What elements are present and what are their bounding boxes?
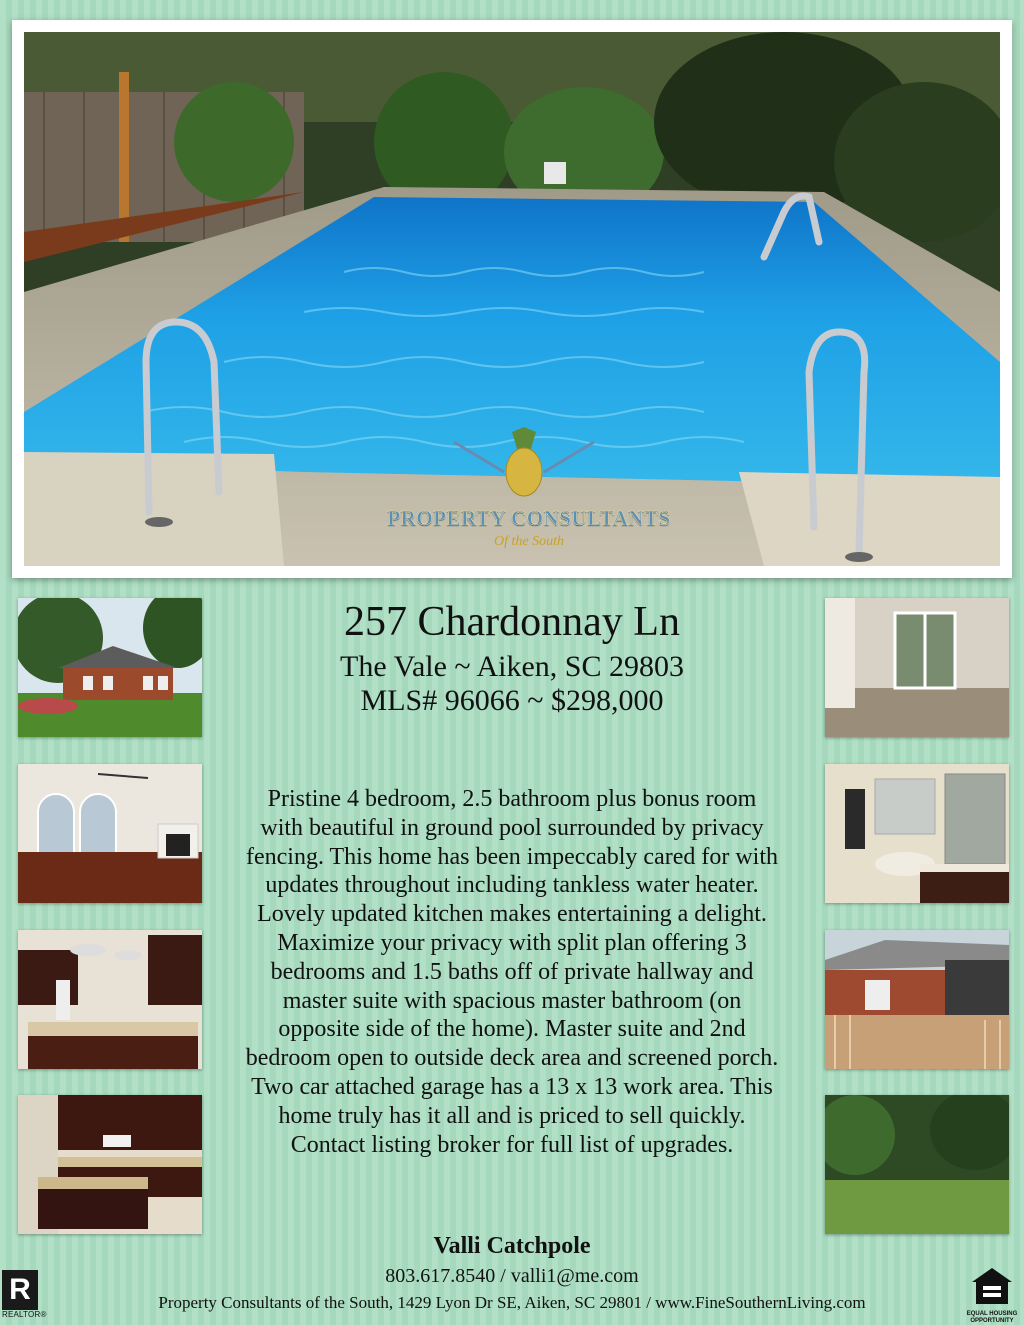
description-line: bedroom open to outside deck area and screened porch.: [245, 1045, 779, 1072]
description-line: Two car attached garage has a 13 x 13 work area. This: [251, 1073, 773, 1100]
description-line: bedrooms and 1.5 baths off of private hallway and: [270, 958, 754, 985]
deck-photo: [825, 930, 1009, 1069]
realtor-mark: R: [2, 1270, 38, 1310]
equal-housing-logo: [964, 1266, 1020, 1324]
pool-photo: [24, 32, 1000, 566]
description-line: Maximize your privacy with split plan offering 3: [277, 929, 747, 956]
exterior-front-photo: [18, 598, 202, 737]
description-line: opposite side of the home). Master suite and 2nd: [278, 1016, 746, 1043]
kitchen-photo: [18, 930, 202, 1069]
description-line: Contact listing broker for full list of upgrades.: [290, 1131, 734, 1158]
yard-photo: [825, 1095, 1009, 1234]
eho-label-2: OPPORTUNITY: [970, 1318, 1014, 1324]
equal-housing-house-icon: [970, 1266, 1014, 1306]
description-line: master suite with spacious master bathroom (on: [282, 987, 742, 1014]
eho-label-1: EQUAL HOUSING: [966, 1311, 1018, 1317]
description-line: fencing. This home has been impeccably cared for with: [245, 843, 779, 870]
listing-location: The Vale ~ Aiken, SC 29803: [340, 650, 684, 683]
brokerage-footer: Property Consultants of the South, 1429 Lyon Dr SE, Aiken, SC 29801 / www.FineSouthernLiving.com: [158, 1293, 866, 1312]
description-line: Lovely updated kitchen makes entertaining a delight.: [257, 901, 767, 928]
description-line: updates throughout including tankless water heater.: [265, 872, 759, 899]
description-line: with beautiful in ground pool surrounded by privacy: [260, 814, 764, 841]
description-line: Pristine 4 bedroom, 2.5 bathroom plus bonus room: [267, 786, 757, 812]
listing-address: 257 Chardonnay Ln: [344, 599, 680, 645]
realtor-logo: [2, 1270, 47, 1322]
hero-photo-frame: [12, 20, 1012, 578]
logo-tagline: Of the South: [494, 534, 564, 549]
kitchen-cabinets-photo: [18, 1095, 202, 1234]
property-consultants-logo: [384, 442, 674, 566]
logo-name: PROPERTY CONSULTANTS: [387, 506, 671, 530]
listing-description: [212, 785, 812, 1159]
agent-contact: 803.617.8540 / valli1@me.com: [385, 1265, 639, 1287]
description-line: home truly has it all and is priced to sell quickly.: [278, 1102, 746, 1129]
bedroom-photo: [825, 598, 1009, 737]
bathroom-photo: [825, 764, 1009, 903]
living-room-photo: [18, 764, 202, 903]
realtor-label: REALTOR®: [2, 1310, 47, 1319]
listing-mls-price: MLS# 96066 ~ $298,000: [360, 684, 664, 717]
agent-name: Valli Catchpole: [433, 1233, 591, 1259]
